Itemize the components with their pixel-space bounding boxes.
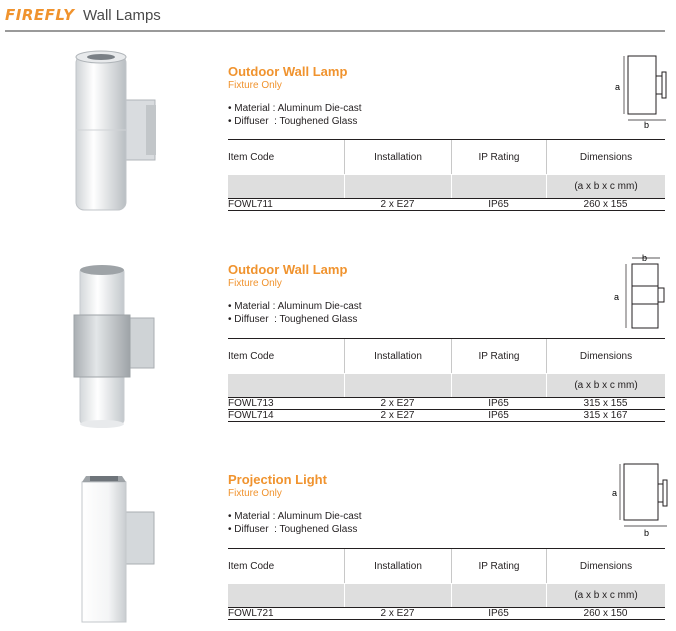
spec-diffuser: • Diffuser : Toughened Glass [228, 524, 358, 535]
item-code: FOWL714 [228, 410, 274, 421]
col-ip-rating: IP Rating [451, 549, 546, 583]
dim-label-a: a [615, 82, 621, 92]
dimension-diagram [612, 54, 668, 130]
ip-rating: IP65 [488, 410, 509, 421]
dimension-unit: (a x b x c mm) [546, 584, 665, 607]
dimension-diagram [612, 252, 668, 334]
table-row [228, 607, 665, 619]
col-dimensions: Dimensions [546, 339, 665, 373]
col-item-code: Item Code [228, 350, 275, 362]
dimensions: 260 x 155 [583, 199, 628, 210]
product-card [0, 238, 676, 428]
product-subtitle: Fixture Only [228, 80, 282, 91]
table-row [228, 410, 665, 421]
section-title: Wall Lamps [83, 7, 161, 24]
installation: 2 x E27 [380, 608, 415, 619]
table-header-row [228, 139, 665, 174]
dim-label-b: b [642, 253, 648, 263]
brand-logo: FIREFLY [5, 6, 75, 24]
dim-label-b: b [644, 528, 650, 538]
spec-table [228, 139, 665, 211]
dimension-unit: (a x b x c mm) [546, 374, 665, 397]
frosted-cylinder-lamp-photo [64, 260, 164, 430]
installation: 2 x E27 [380, 199, 415, 210]
dimensions: 315 x 155 [583, 398, 628, 409]
product-subtitle: Fixture Only [228, 488, 282, 499]
spec-table [228, 338, 665, 422]
col-item-code: Item Code [228, 151, 275, 163]
dimensions: 260 x 150 [583, 608, 628, 619]
spec-material: • Material : Aluminum Die-cast [228, 301, 362, 312]
col-dimensions: Dimensions [546, 140, 665, 174]
col-installation: Installation [344, 339, 451, 373]
table-header-row [228, 338, 665, 373]
spec-diffuser: • Diffuser : Toughened Glass [228, 116, 358, 127]
item-code: FOWL711 [228, 199, 273, 210]
col-installation: Installation [344, 549, 451, 583]
spec-diffuser: • Diffuser : Toughened Glass [228, 314, 358, 325]
col-ip-rating: IP Rating [451, 140, 546, 174]
col-installation: Installation [344, 140, 451, 174]
dimensions: 315 x 167 [583, 410, 628, 421]
product-title: Outdoor Wall Lamp [228, 262, 348, 277]
spec-material: • Material : Aluminum Die-cast [228, 511, 362, 522]
item-code: FOWL721 [228, 608, 274, 619]
product-card [0, 40, 676, 220]
installation: 2 x E27 [380, 410, 415, 421]
square-projection-light-photo [64, 474, 164, 624]
product-card [0, 448, 676, 628]
dim-label-a: a [612, 488, 618, 498]
item-code: FOWL713 [228, 398, 274, 409]
dimension-diagram [612, 462, 670, 540]
spec-table [228, 548, 665, 620]
table-row [228, 397, 665, 409]
table-unit-row [228, 583, 665, 607]
dim-label-a: a [614, 292, 620, 302]
col-item-code: Item Code [228, 560, 275, 572]
table-header-row [228, 548, 665, 583]
product-subtitle: Fixture Only [228, 278, 282, 289]
ip-rating: IP65 [488, 398, 509, 409]
page-header [5, 3, 665, 32]
ip-rating: IP65 [488, 199, 509, 210]
spec-material: • Material : Aluminum Die-cast [228, 103, 362, 114]
dimension-unit: (a x b x c mm) [546, 175, 665, 198]
cylinder-lamp-photo [64, 45, 164, 215]
table-row [228, 198, 665, 210]
table-unit-row [228, 174, 665, 198]
ip-rating: IP65 [488, 608, 509, 619]
product-title: Projection Light [228, 472, 327, 487]
table-unit-row [228, 373, 665, 397]
dim-label-b: b [644, 120, 650, 130]
col-dimensions: Dimensions [546, 549, 665, 583]
product-title: Outdoor Wall Lamp [228, 64, 348, 79]
col-ip-rating: IP Rating [451, 339, 546, 373]
installation: 2 x E27 [380, 398, 415, 409]
